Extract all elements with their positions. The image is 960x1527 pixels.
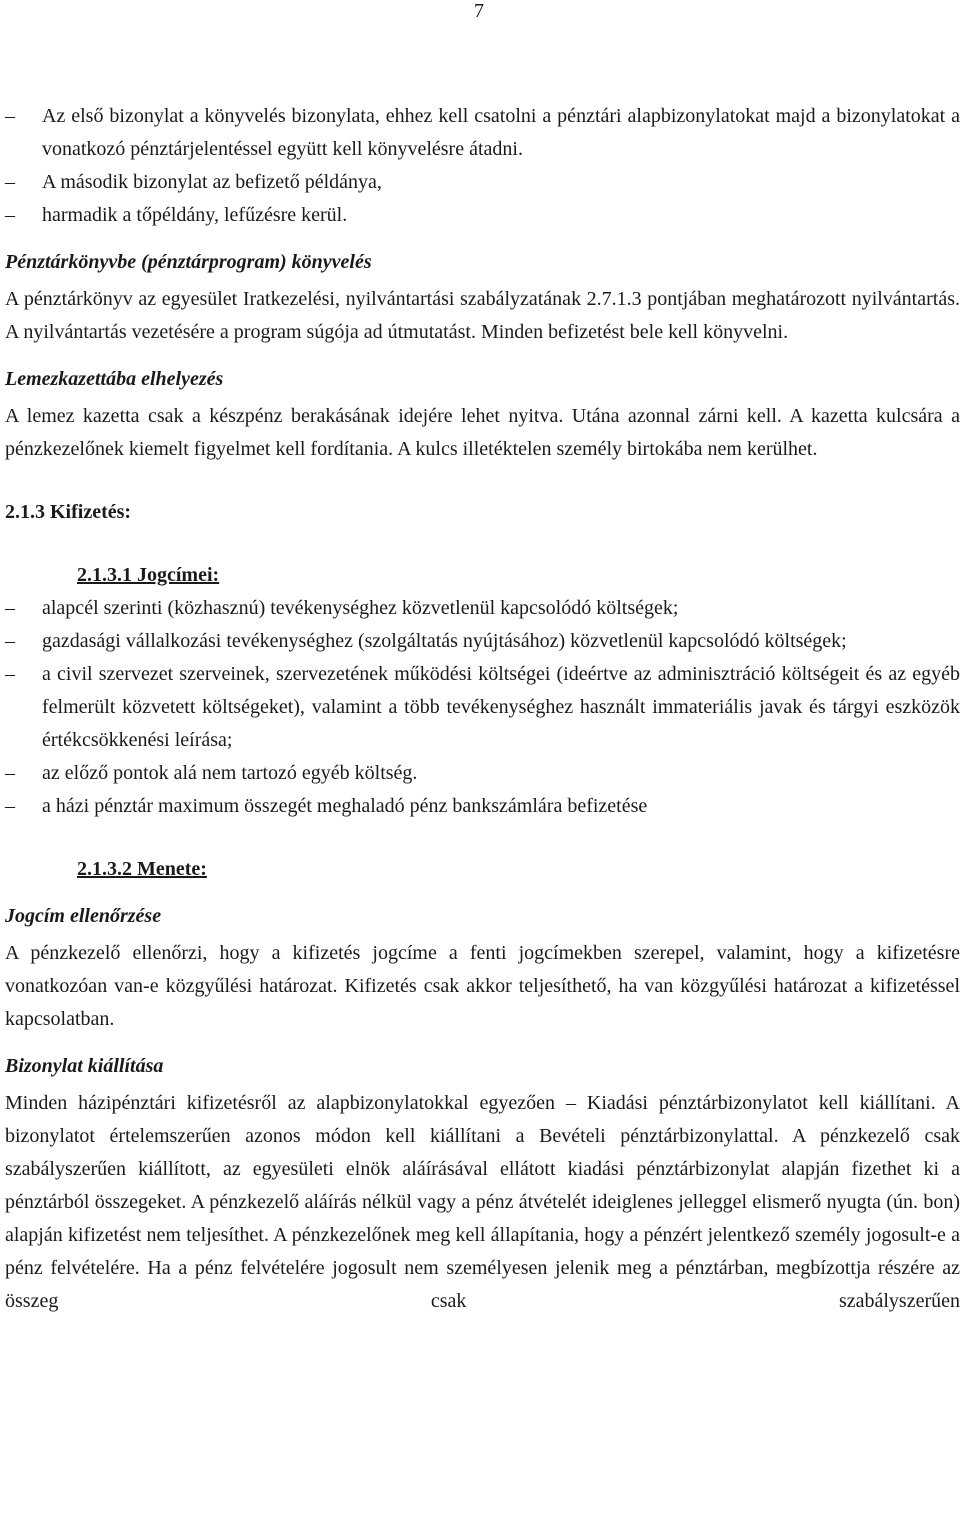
list-item-text: alapcél szerinti (közhasznú) tevékenységhez közvetlenül kapcsolódó költségek; — [42, 597, 679, 619]
receipt-copies-list — [5, 100, 960, 232]
subsection-heading-procedure-text: 2.1.3.2 Menete: — [77, 858, 207, 880]
list-item-text: a civil szervezet szerveinek, szervezetének működési költségei (ideértve az adminisztráció költségeit és az egyéb felmerült közvetett költségeket), valamint a több tevékenységhez használt immateriális javak és tárgyi eszközök értékcsökkenési leírása; — [42, 663, 960, 751]
list-item-text: Az első bizonylat a könyvelés bizonylata, ehhez kell csatolni a pénztári alapbizonylatokat majd a bizonylatokat a vonatkozó pénztárjelentéssel együtt kell könyvelésre átadni. — [42, 105, 960, 160]
section-body-cash-box: A lemez kazetta csak a készpénz berakásának idejére lehet nyitva. Utána azonnal zárni kell. A kazetta kulcsára a pénzkezelőnek kiemelt figyelmet kell fordítania. A kulcs illetéktelen személy birtokába nem kerülhet. — [5, 405, 960, 460]
list-item — [5, 625, 960, 658]
list-item — [5, 592, 960, 625]
list-item — [5, 100, 960, 166]
dash-bullet-icon: – — [5, 762, 15, 784]
section-heading-title-check: Jogcím ellenőrzése — [5, 905, 162, 927]
subsection-heading-titles-text: 2.1.3.1 Jogcímei: — [77, 564, 220, 586]
page-content — [5, 100, 960, 1318]
list-item-text: a házi pénztár maximum összegét meghaladó pénz bankszámlára befizetése — [42, 795, 648, 817]
dash-bullet-icon: – — [5, 105, 15, 127]
section-body-cashbook: A pénztárkönyv az egyesület Iratkezelési, nyilvántartási szabályzatának 2.7.1.3 pontjában meghatározott nyilvántartás. A nyilvántartás vezetésére a program súgója ad útmutatást. Minden befizetést bele kell könyvelni. — [5, 288, 960, 343]
list-item-text: az előző pontok alá nem tartozó egyéb költség. — [42, 762, 418, 784]
list-item — [5, 199, 960, 232]
section-heading-payment: 2.1.3 Kifizetés: — [5, 501, 132, 523]
dash-bullet-icon: – — [5, 795, 15, 817]
list-item — [5, 790, 960, 823]
dash-bullet-icon: – — [5, 630, 15, 652]
dash-bullet-icon: – — [5, 597, 15, 619]
dash-bullet-icon: – — [5, 663, 15, 685]
list-item — [5, 658, 960, 757]
section-heading-cashbook: Pénztárkönyvbe (pénztárprogram) könyvelés — [5, 251, 372, 273]
list-item-text: A második bizonylat az befizető példánya, — [42, 171, 382, 193]
list-item-text: harmadik a tőpéldány, lefűzésre kerül. — [42, 204, 348, 226]
payment-titles-list — [5, 592, 960, 823]
dash-bullet-icon: – — [5, 204, 15, 226]
list-item-text: gazdasági vállalkozási tevékenységhez (szolgáltatás nyújtásához) közvetlenül kapcsolódó költségek; — [42, 630, 847, 652]
list-item — [5, 757, 960, 790]
page-number: 7 — [474, 0, 484, 22]
section-heading-cash-box: Lemezkazettába elhelyezés — [5, 368, 224, 390]
section-body-receipt-issue: Minden házipénztári kifizetésről az alapbizonylatokkal egyezően – Kiadási pénztárbizonylatot kell kiállítani. A bizonylatot értelemszerűen azonos módon kell kiállítani a Bevételi pénztárbizonylattal. A pénzkezelő csak szabályszerűen kiállított, az egyesületi elnök aláírásával ellátott kiadási pénztárbizonylat alapján fizethet ki a pénztárból összegeket. A pénzkezelő aláírás nélkül vagy a pénz átvételét ideiglenes jelleggel elismerő nyugta (ún. bon) alapján kifizetést nem teljesíthet. A pénzkezelőnek meg kell állapítania, hogy a pénzért jelentkező személy jogosult-e a pénz felvételére. Ha a pénz felvételére jogosult nem személyesen jelenik meg a pénztárban, megbízottja részére az összeg csak szabályszerűen — [5, 1092, 960, 1312]
dash-bullet-icon: – — [5, 171, 15, 193]
section-heading-receipt-issue: Bizonylat kiállítása — [5, 1055, 164, 1077]
section-body-title-check: A pénzkezelő ellenőrzi, hogy a kifizetés jogcíme a fenti jogcímekben szerepel, valamint, hogy a kifizetésre vonatkozóan van-e közgyűlési határozat. Kifizetés csak akkor teljesíthető, ha van közgyűlési határozat a kifizetéssel kapcsolatban. — [5, 942, 960, 1030]
list-item — [5, 166, 960, 199]
subsection-heading-procedure — [5, 853, 960, 886]
subsection-heading-titles — [5, 559, 960, 592]
